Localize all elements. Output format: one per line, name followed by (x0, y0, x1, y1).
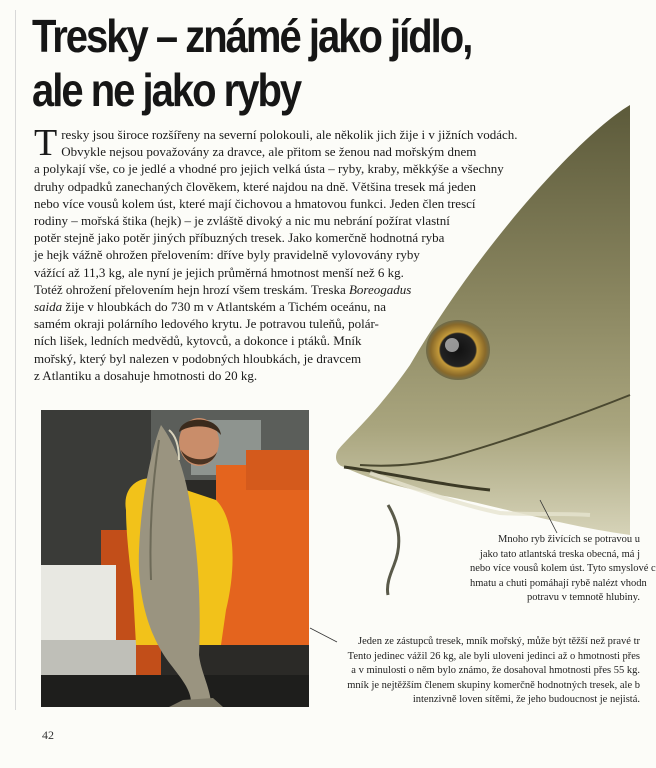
body-line: samém okraji polárního ledového krytu. Je potravou tuleňů, polár- (34, 316, 379, 332)
caption-line: a v minulosti o něm bylo známo, že dosahoval hmotnosti přes 55 kg. (351, 665, 640, 677)
body-line: ních lišek, ledních medvědů, kytovců, a dokonce i ptáků. Mník (34, 333, 362, 349)
caption-line: intenzivně loven sítěmi, že jeho budoucnost je nejistá. (412, 694, 640, 706)
body-line: resky jsou široce rozšířeny na severní polokouli, ale několik jich žije i v jižních vodách. (61, 127, 518, 142)
caption-line: Jeden ze zástupců tresek, mník mořský, může být těžší než pravé tr (358, 636, 640, 647)
photo-caption (330, 635, 640, 708)
page-edge-line (15, 10, 16, 710)
fish-caption (470, 533, 656, 606)
title-line-2: ale ne jako ryby (32, 65, 301, 117)
body-line (34, 281, 569, 298)
body-line (34, 298, 569, 315)
species-name-italic: Boreogadus (348, 281, 412, 297)
caption-line: nebo více vousů kolem úst. Tyto smyslové c (470, 563, 656, 574)
body-line: Obvykle nejsou považovány za dravce, ale přitom se ženou nad mořským dnem (61, 144, 477, 160)
body-line: z Atlantiku a dosahuje hmotnosti do 20 kg. (34, 367, 258, 383)
title-line-1: Tresky – známé jako jídlo, (32, 11, 472, 63)
body-line: rodiny – mořská štika (hejk) – je zvláště divoký a nic mu nebrání požírat vlastní (34, 213, 450, 229)
page-number: 42 (42, 728, 54, 742)
fisherman-photo (41, 410, 309, 707)
article-body (34, 122, 569, 384)
body-line: potěr stejně jako potěr jiných příbuzných tresek. Jako komerčně hodnotná ryba (34, 230, 445, 246)
body-line-text: žije v hloubkách do 730 m v Atlantském a Tichém oceánu, na (62, 299, 387, 315)
caption-line: jako tato atlantská treska obecná, má j (479, 548, 640, 560)
caption-line: Mnoho ryb živících se potravou u (497, 534, 640, 545)
body-line: druhy odpadků zanechaných člověkem, které najdou na dně. Většina tresek má jeden (34, 178, 476, 194)
species-name-italic: saida (34, 299, 63, 315)
body-line: a polykají vše, co je jedlé a vhodné pro jejich velká ústa – ryby, kraby, měkkýše a všechny (34, 161, 504, 177)
drop-cap: T (34, 122, 58, 164)
body-line: vážící až 11,3 kg, ale nyní je jejich průměrná hmotnost menší než 6 kg. (34, 264, 404, 280)
caption-line: mník je nejtěžším členem skupiny komerčně hodnotných tresek, ale b (347, 679, 640, 691)
caption-line: potravu v temnotě hlubiny. (526, 592, 640, 603)
caption-line: Tento jedinec vážil 26 kg, ale byli uloveni jedinci až o hmotnosti přes (347, 650, 640, 662)
body-line: mořský, který byl nalezen v podobných hloubkách, je dravcem (34, 350, 362, 366)
body-line: je hejk vážně ohrožen přelovením: dříve byly pravidelně vylovovány ryby (34, 247, 420, 263)
body-line: nebo více vousů kolem úst, které mají čichovou a hmatovou funkci. Jeden člen trescí (34, 195, 476, 211)
body-line-text: Totéž ohrožení přelovením hejn hrozí všem treskám. Treska (34, 281, 346, 297)
caption-line: hmatu a chuti pomáhají rybě nalézt vhodn (470, 577, 647, 589)
